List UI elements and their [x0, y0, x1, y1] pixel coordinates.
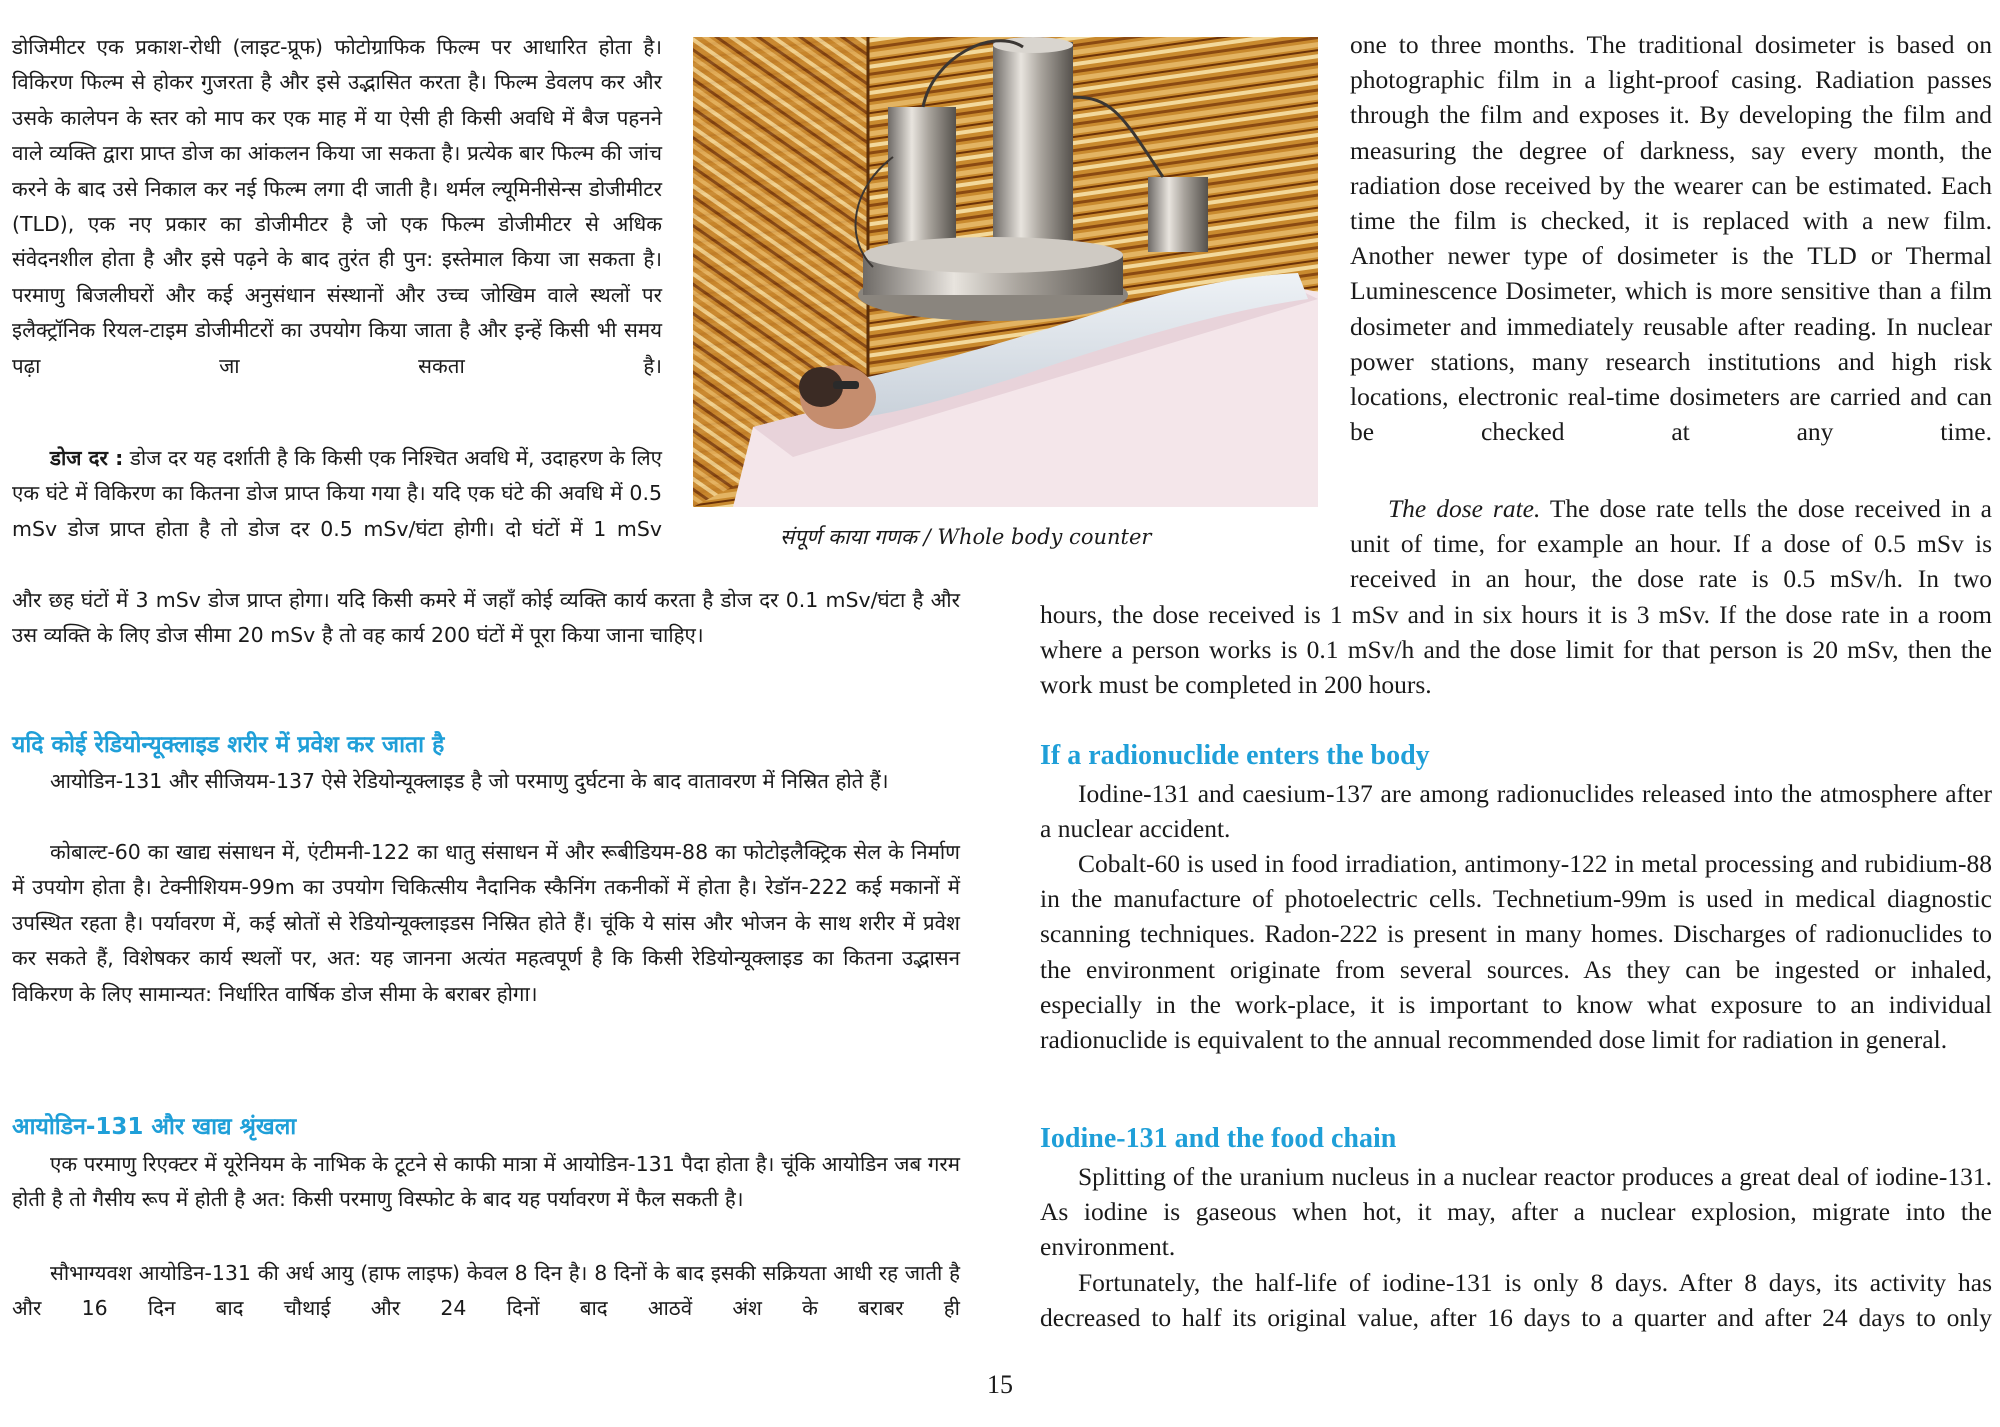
english-paragraph-iodine-caesium: Iodine-131 and caesium-137 are among radionuclides released into the atmosphere after a nuclear accident. [1040, 779, 1992, 844]
english-dose-rate-text: The dose rate tells the dose received in a unit of time, for example an hour. If a dose of 0.5 mSv is received in an hour, the dose rate is 0.5 mSv/h. In two [1350, 494, 1992, 594]
english-paragraph-half-life: Fortunately, the half-life of iodine-131 is only 8 days. After 8 days, its activity has decreased to half its original value, after 16 days to a quarter and after 24 days to only [1040, 1268, 1992, 1333]
english-paragraph-iodine-production: Splitting of the uranium nucleus in a nuclear reactor produces a great deal of iodine-131. As iodine is gaseous when hot, it may, after a nuclear explosion, migrate into the environment. [1040, 1162, 1992, 1262]
hindi-dose-rate-text: डोज दर यह दर्शाती है कि किसी एक निश्चित अवधि में, उदाहरण के लिए एक घंटे में विकिरण का कितना डोज प्राप्त किया गया है। यदि एक घंटे की अवधि में 0.5 mSv डोज प्राप्त होता है तो डोज दर 0.5 mSv/घंटा होगी। दो घंटों में 1 mSv [12, 446, 662, 541]
english-paragraph-isotope-uses: Cobalt-60 is used in food irradiation, antimony-122 in metal processing and rubidium-88 in the manufacture of photoelectric cells. Technetium-99m is used in medical diagnostic scanning techniques. Radon-222 is present in many homes. Discharges of radionuclides to the environment originate from several sources. As they can be ingested or inhaled, especially in the work-place, it is important to know what exposure to an individual radionuclide is equivalent to the annual recommended dose limit for radiation in general. [1040, 849, 1992, 1055]
hindi-dose-rate-label: डोज दर : [50, 446, 124, 470]
english-heading-radionuclide: If a radionuclide enters the body [1040, 740, 1430, 771]
hindi-paragraph-iodine-caesium: आयोडिन-131 और सीजियम-137 ऐसे रेडियोन्यूक्लाइड है जो परमाणु दुर्घटना के बाद वातावरण में निस्रित होते हैं। [50, 769, 889, 793]
english-heading-food-chain: Iodine-131 and the food chain [1040, 1123, 1397, 1154]
hindi-dose-rate-continued: और छह घंटों में 3 mSv डोज प्राप्त होगा। यदि किसी कमरे में जहाँ कोई व्यक्ति कार्य करता है डोज दर 0.1 mSv/घंटा है और उस व्यक्ति के लिए डोज सीमा 20 mSv है तो वह कार्य 200 घंटों में पूरा किया जाना चाहिए। [12, 588, 960, 648]
photo-caption-hindi: संपूर्ण काया गणक [780, 525, 917, 549]
page-number: 15 [987, 1370, 1013, 1399]
photo-caption-english: Whole body counter [937, 525, 1152, 549]
hindi-paragraph-dose-rate [12, 441, 662, 547]
english-dose-rate-label: The dose rate. [1388, 494, 1541, 523]
english-paragraph-dosimeter: one to three months. The traditional dosimeter is based on photographic film in a light-proof casing. Radiation passes through the film and exposes it. By developing the film and measuring the degree of darkness, say every month, the radiation dose received by the wearer can be estimated. Each time the film is checked, it is replaced with a new film. Another newer type of dosimeter is the TLD or Thermal Luminescence Dosimeter, which is more sensitive than a film dosimeter and immediately reusable after reading. In nuclear power stations, many research institutions and high risk locations, electronic real-time dosimeters are carried and can be checked at any time. [1350, 30, 1992, 447]
hindi-paragraph-iodine-production: एक परमाणु रिएक्टर में यूरेनियम के नाभिक के टूटने से काफी मात्रा में आयोडिन-131 पैदा होता है। चूंकि आयोडिन जब गरम होती है तो गैसीय रूप में होती है अत: किसी परमाणु विस्फोट के बाद यह पर्यावरण में फैल सकती है। [12, 1152, 960, 1212]
photo-caption [780, 523, 1240, 551]
english-dose-rate-continued: hours, the dose received is 1 mSv and in six hours it is 3 mSv. If the dose rate in a room where a person works is 0.1 mSv/h and the dose limit for that person is 20 mSv, then the work must be completed in 200 hours. [1040, 600, 1992, 700]
whole-body-counter-photo [693, 37, 1318, 507]
hindi-paragraph-isotope-uses: कोबाल्ट-60 का खाद्य संसाधन में, एंटीमनी-122 का धातु संसाधन में और रूबीडियम-88 का फोटोइलैक्ट्रिक सेल के निर्माण में उपयोग होता है। टेक्नीशियम-99m का उपयोग चिकित्सीय नैदानिक स्कैनिंग तकनीकों में होता है। रेडॉन-222 कई मकानों में उपस्थित रहता है। पर्यावरण में, कई स्रोतों से रेडियोन्यूक्लाइडस निस्रित होते हैं। चूंकि ये सांस और भोजन के साथ शरीर में प्रवेश कर सकते हैं, विशेषकर कार्य स्थलों पर, अत: यह जानना अत्यंत महत्वपूर्ण है कि किसी रेडियोन्यूक्लाइड का कितना उद्भासन विकिरण के लिए सामान्यत: निर्धारित वार्षिक डोज सीमा के बराबर होगा। [12, 840, 960, 1006]
english-paragraph-dose-rate [1350, 491, 1992, 597]
hindi-heading-food-chain: आयोडिन-131 और खाद्य श्रृंखला [12, 1114, 297, 1140]
hindi-paragraph-half-life: सौभाग्यवश आयोडिन-131 की अर्ध आयु (हाफ लाइफ) केवल 8 दिन है। 8 दिनों के बाद इसकी सक्रियता आधी रह जाती है और 16 दिन बाद चौथाई और 24 दिनों बाद आठवें अंश के बराबर ही [12, 1261, 960, 1321]
photo-caption-separator: / [916, 525, 938, 549]
hindi-paragraph-dosimeter: डोजिमीटर एक प्रकाश-रोधी (लाइट-प्रूफ) फोटोग्राफिक फिल्म पर आधारित होता है। विकिरण फिल्म से होकर गुजरता है और इसे उद्भासित करता है। फिल्म डेवलप कर और उसके कालेपन के स्तर को माप कर एक माह में या ऐसी ही किसी अवधि में बैज पहनने वाले व्यक्ति द्वारा प्राप्त डोज का आंकलन किया जा सकता है। प्रत्येक बार फिल्म की जांच करने के बाद उसे निकाल कर नई फिल्म लगा दी जाती है। थर्मल ल्यूमिनीसेन्स डोजीमीटर (TLD), एक नए प्रकार का डोजीमीटर है जो एक फिल्म डोजीमीटर से अधिक संवेदनशील होता है और इसे पढ़ने के बाद तुरंत ही पुन: इस्तेमाल किया जा सकता है। परमाणु बिजलीघरों और कई अनुसंधान संस्थानों और उच्च जोखिम वाले स्थलों पर इलैक्ट्रॉनिक रियल-टाइम डोजीमीटरों का उपयोग किया जाता है और इन्हें किसी भी समय पढ़ा जा सकता है। [12, 35, 662, 378]
hindi-heading-radionuclide: यदि कोई रेडियोन्यूक्लाइड शरीर में प्रवेश कर जाता है [12, 732, 445, 758]
